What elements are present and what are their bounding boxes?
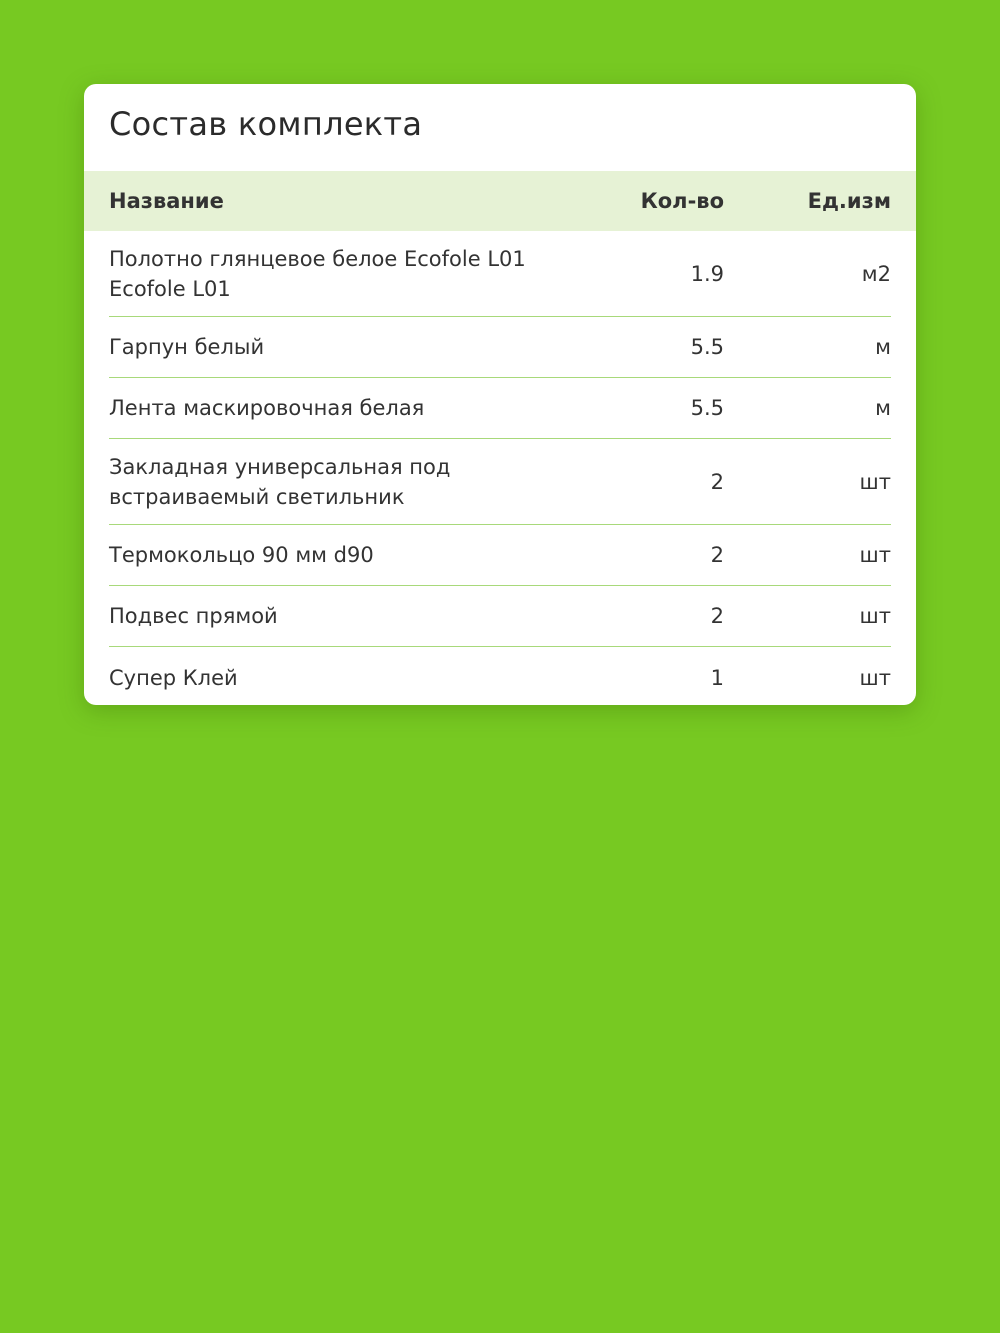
row-name: Термокольцо 90 мм d90 bbox=[109, 543, 374, 567]
kit-contents-table bbox=[84, 171, 916, 705]
table-header bbox=[84, 171, 916, 231]
row-qty: 2 bbox=[710, 469, 724, 494]
row-unit: шт bbox=[859, 665, 891, 690]
header-name: Название bbox=[109, 189, 224, 213]
kit-contents-card bbox=[84, 84, 916, 705]
table-row bbox=[109, 586, 891, 647]
header-unit: Ед.изм bbox=[807, 189, 891, 213]
table-row bbox=[109, 231, 891, 317]
row-name: Полотно глянцевое белое Ecofole L01 Ecofole L01 bbox=[109, 246, 526, 301]
table-row bbox=[109, 439, 891, 525]
row-name: Супер Клей bbox=[109, 665, 238, 690]
row-unit: шт bbox=[859, 543, 891, 567]
row-unit: шт bbox=[859, 604, 891, 628]
row-name: Закладная универсальная под встраиваемый светильник bbox=[109, 454, 451, 509]
row-name: Подвес прямой bbox=[109, 604, 278, 628]
row-qty: 5.5 bbox=[690, 396, 724, 420]
row-qty: 2 bbox=[710, 543, 724, 567]
row-unit: м bbox=[875, 335, 891, 359]
table-row bbox=[109, 317, 891, 378]
row-unit: м2 bbox=[861, 261, 891, 286]
header-qty: Кол-во bbox=[640, 189, 724, 213]
table-row bbox=[109, 525, 891, 586]
row-name: Лента маскировочная белая bbox=[109, 396, 425, 420]
row-name: Гарпун белый bbox=[109, 335, 265, 359]
row-qty: 1.9 bbox=[690, 261, 724, 286]
table-row bbox=[109, 647, 891, 705]
row-qty: 2 bbox=[710, 604, 724, 628]
row-qty: 5.5 bbox=[690, 335, 724, 359]
row-unit: шт bbox=[859, 469, 891, 494]
table-row bbox=[109, 378, 891, 439]
row-qty: 1 bbox=[710, 665, 724, 690]
card-title: Состав комплекта bbox=[109, 105, 423, 143]
table-body bbox=[84, 231, 916, 705]
row-unit: м bbox=[875, 396, 891, 420]
